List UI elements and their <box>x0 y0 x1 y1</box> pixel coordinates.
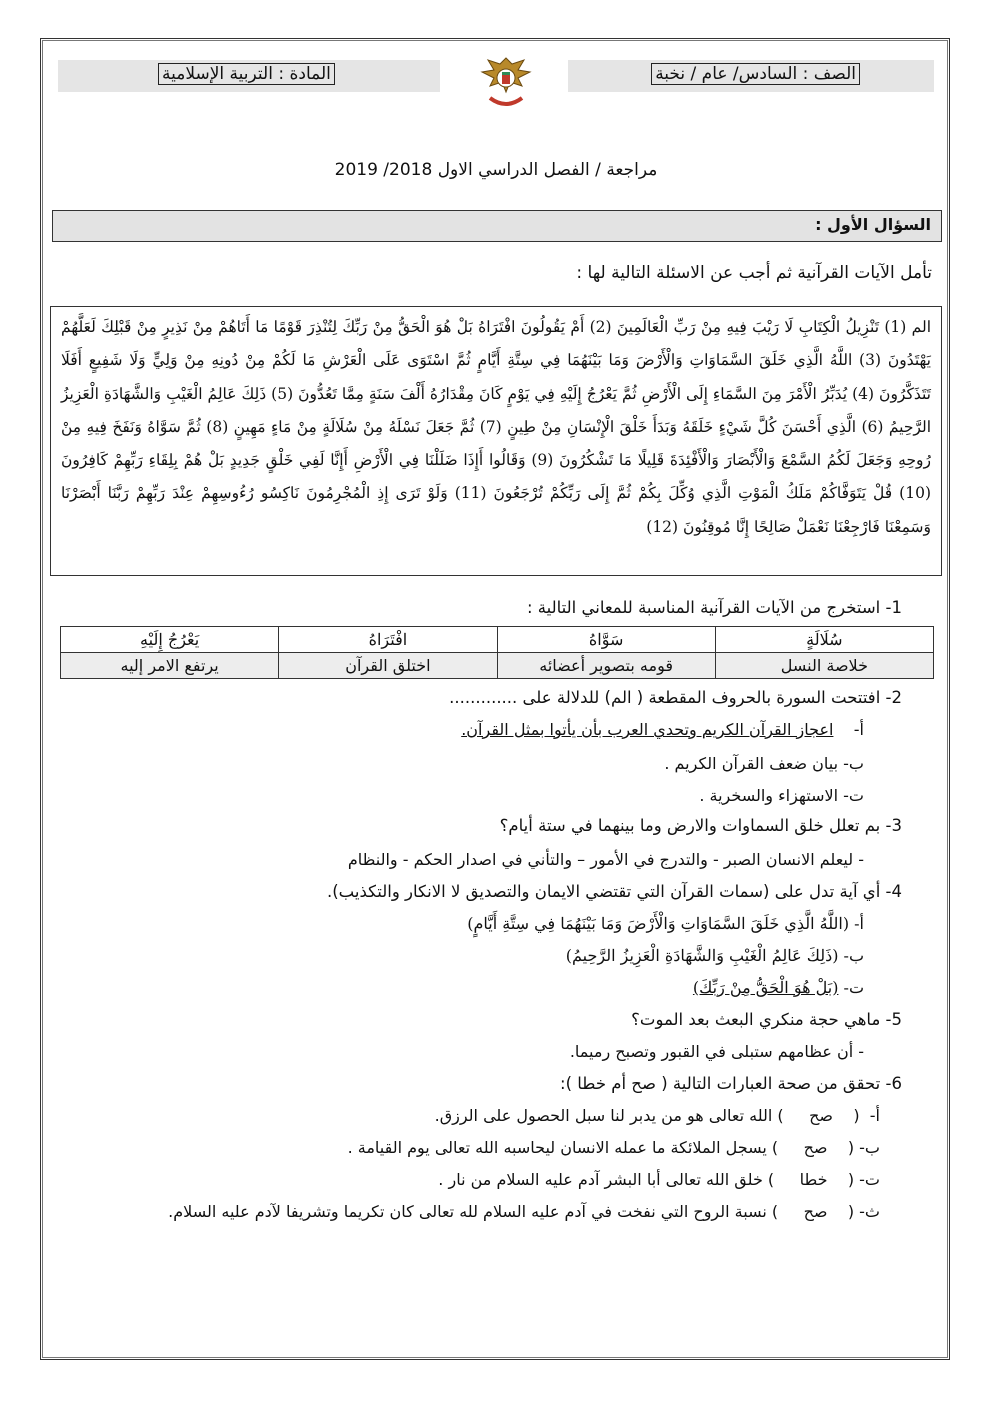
true-false-answer: صح <box>809 1106 834 1125</box>
meaning-cell: خلاصة النسل <box>715 653 933 679</box>
word-cell: سُلَالَةٍ <box>715 627 933 653</box>
question-3-text: بم تعلل خلق السماوات والارض وما بينهما في ستة أيام؟ <box>499 816 881 835</box>
table-row <box>61 653 934 679</box>
question-heading: السؤال الأول : <box>815 215 931 234</box>
subject-box <box>58 60 440 92</box>
question-4-number: 4- <box>885 882 902 901</box>
question-1 <box>527 598 902 617</box>
question-1-text: استخرج من الآيات القرآنية المناسبة للمعاني التالية : <box>526 598 881 617</box>
page-title: مراجعة / الفصل الدراسي الاول 2018/ 2019 <box>334 160 658 180</box>
uae-emblem-icon <box>478 52 534 114</box>
question-2-option-b: ب- بيان ضعف القرآن الكريم . <box>664 754 864 773</box>
true-false-answer: خطا <box>799 1170 828 1189</box>
word-cell: سَوَّاهُ <box>497 627 715 653</box>
question-4-option-c-text: (بَلْ هُوَ الْحَقُّ مِنْ رَبِّكَ) <box>692 978 839 997</box>
question-1-number: 1- <box>885 598 902 617</box>
question-2 <box>449 688 902 707</box>
word-cell: يَعْرُجُ إِلَيْهِ <box>61 627 279 653</box>
statement-text: الله تعالى هو من يدبر لنا سبل الحصول على الرزق. <box>434 1106 773 1125</box>
quran-verses-box: الم (1) تَنْزِيلُ الْكِتَابِ لَا رَيْبَ فِيهِ مِنْ رَبِّ الْعَالَمِينَ (2) أَمْ يَقُولُونَ افْتَرَاهُ بَلْ هُوَ الْحَقُّ مِنْ رَبِّكَ لِتُنْذِرَ قَوْمًا مَا أَتَاهُمْ مِنْ نَذِيرٍ مِنْ قَبْلِكَ لَعَلَّهُمْ يَهْتَدُونَ (3) اللَّهُ الَّذِي خَلَقَ السَّمَاوَاتِ وَالْأَرْضَ وَمَا بَيْنَهُمَا فِي سِتَّةِ أَيَّامٍ ثُمَّ اسْتَوَى عَلَى الْعَرْشِ مَا لَكُمْ مِنْ دُونِهِ مِنْ وَلِيٍّ وَلَا شَفِيعٍ أَفَلَا تَتَذَكَّرُونَ (4) يُدَبِّرُ الْأَمْرَ مِنَ السَّمَاءِ إِلَى الْأَرْضِ ثُمَّ يَعْرُجُ إِلَيْهِ فِي يَوْمٍ كَانَ مِقْدَارُهُ أَلْفَ سَنَةٍ مِمَّا تَعُدُّونَ (5) ذَلِكَ عَالِمُ الْغَيْبِ وَالشَّهَادَةِ الْعَزِيزُ الرَّحِيمُ (6) الَّذِي أَحْسَنَ كُلَّ شَيْءٍ خَلَقَهُ وَبَدَأَ خَلْقَ الْإِنْسَانِ مِنْ طِينٍ (7) ثُمَّ جَعَلَ نَسْلَهُ مِنْ سُلَالَةٍ مِنْ مَاءٍ مَهِينٍ (8) ثُمَّ سَوَّاهُ وَنَفَخَ فِيهِ مِنْ رُوحِهِ وَجَعَلَ لَكُمُ السَّمْعَ وَالْأَبْصَارَ وَالْأَفْئِدَةَ قَلِيلًا مَا تَشْكُرُونَ (9) وَقَالُوا أَإِذَا ضَلَلْنَا فِي الْأَرْضِ أَإِنَّا لَفِي خَلْقٍ جَدِيدٍ بَلْ هُمْ بِلِقَاءِ رَبِّهِمْ كَافِرُونَ (10) قُلْ يَتَوَفَّاكُمْ مَلَكُ الْمَوْتِ الَّذِي وُكِّلَ بِكُمْ ثُمَّ إِلَى رَبِّكُمْ تُرْجَعُونَ (11) وَلَوْ تَرَى إِذِ الْمُجْرِمُونَ نَاكِسُو رُءُوسِهِمْ عِنْدَ رَبِّهِمْ رَبَّنَا أَبْصَرْنَا وَسَمِعْنَا فَارْجِعْنَا نَعْمَلْ صَالِحًا إِنَّا مُوقِنُونَ (12) <box>50 306 942 576</box>
list-item: ت- ( خطا ) خلق الله تعالى أبا البشر آدم عليه السلام من نار . <box>438 1170 880 1189</box>
question-2-option-c: ت- الاستهزاء والسخرية . <box>699 786 864 805</box>
grade-box <box>568 60 934 92</box>
list-item: ث- ( صح ) نسبة الروح التي نفخت في آدم عليه السلام لله تعالى كان تكريما وتشريفا لآدم عليه السلام. <box>168 1202 880 1221</box>
list-item: أ- ( صح ) الله تعالى هو من يدبر لنا سبل الحصول على الرزق. <box>434 1106 880 1125</box>
question-5-answer: - أن عظامهم ستبلى في القبور وتصبح رميما. <box>569 1042 864 1061</box>
table-row <box>61 627 934 653</box>
instruction: تأمل الآيات القرآنية ثم أجب عن الاسئلة التالية لها : <box>576 263 932 283</box>
question-3 <box>500 816 902 835</box>
question-heading-bar <box>52 210 942 242</box>
meaning-cell: قومه بتصوير أعضائه <box>497 653 715 679</box>
statement-text: يسجل الملائكة ما عمله الانسان ليحاسبه الله تعالى يوم القيامة . <box>347 1138 767 1157</box>
subject-label: المادة : التربية الإسلامية <box>158 63 335 85</box>
meaning-cell: يرتفع الامر إليه <box>61 653 279 679</box>
statement-text: خلق الله تعالى أبا البشر آدم عليه السلام من نار . <box>438 1170 763 1189</box>
question-2-number: 2- <box>885 688 902 707</box>
true-false-answer: صح <box>803 1202 828 1221</box>
question-5-number: 5- <box>885 1010 902 1029</box>
meaning-cell: اختلق القرآن <box>279 653 497 679</box>
question-2-option-a-text: اعجاز القرآن الكريم وتحدي العرب بأن يأتوا بمثل القرآن. <box>461 720 834 739</box>
question-5 <box>631 1010 902 1029</box>
question-6 <box>560 1074 902 1093</box>
question-4-option-a: أ- (اللَّهُ الَّذِي خَلَقَ السَّمَاوَاتِ وَالْأَرْضَ وَمَا بَيْنَهُمَا فِي سِتَّةِ أَيَّامٍ) <box>467 914 864 933</box>
statement-text: نسبة الروح التي نفخت في آدم عليه السلام لله تعالى كان تكريما وتشريفا لآدم عليه السلام. <box>168 1202 767 1221</box>
question-6-text: تحقق من صحة العبارات التالية ( صح أم خطا ): <box>560 1074 881 1093</box>
question-2-text: افتتحت السورة بالحروف المقطعة ( الم) للدلالة على ............. <box>449 688 881 707</box>
grade-label: الصف : السادس/ عام / نخبة <box>651 63 860 85</box>
question-5-text: ماهي حجة منكري البعث بعد الموت؟ <box>631 1010 881 1029</box>
question-3-answer: - ليعلم الانسان الصبر - والتدرج في الأمور – والتأني في اصدار الحكم - والنظام <box>347 850 864 869</box>
word-cell: افْتَرَاهُ <box>279 627 497 653</box>
vocabulary-table <box>60 626 934 679</box>
question-4-option-c: ت- (بَلْ هُوَ الْحَقُّ مِنْ رَبِّكَ) <box>692 978 864 997</box>
question-2-option-a: أ- اعجاز القرآن الكريم وتحدي العرب بأن يأتوا بمثل القرآن. <box>461 720 864 739</box>
question-4-text: أي آية تدل على (سمات القرآن التي تقتضي الايمان والتصديق لا الانكار والتكذيب). <box>327 882 881 901</box>
question-6-number: 6- <box>885 1074 902 1093</box>
true-false-answer: صح <box>803 1138 828 1157</box>
question-4-option-b: ب- (ذَلِكَ عَالِمُ الْغَيْبِ وَالشَّهَادَةِ الْعَزِيزُ الرَّحِيمُ) <box>565 946 864 965</box>
question-3-number: 3- <box>885 816 902 835</box>
question-4 <box>327 882 902 901</box>
list-item: ب- ( صح ) يسجل الملائكة ما عمله الانسان ليحاسبه الله تعالى يوم القيامة . <box>347 1138 880 1157</box>
